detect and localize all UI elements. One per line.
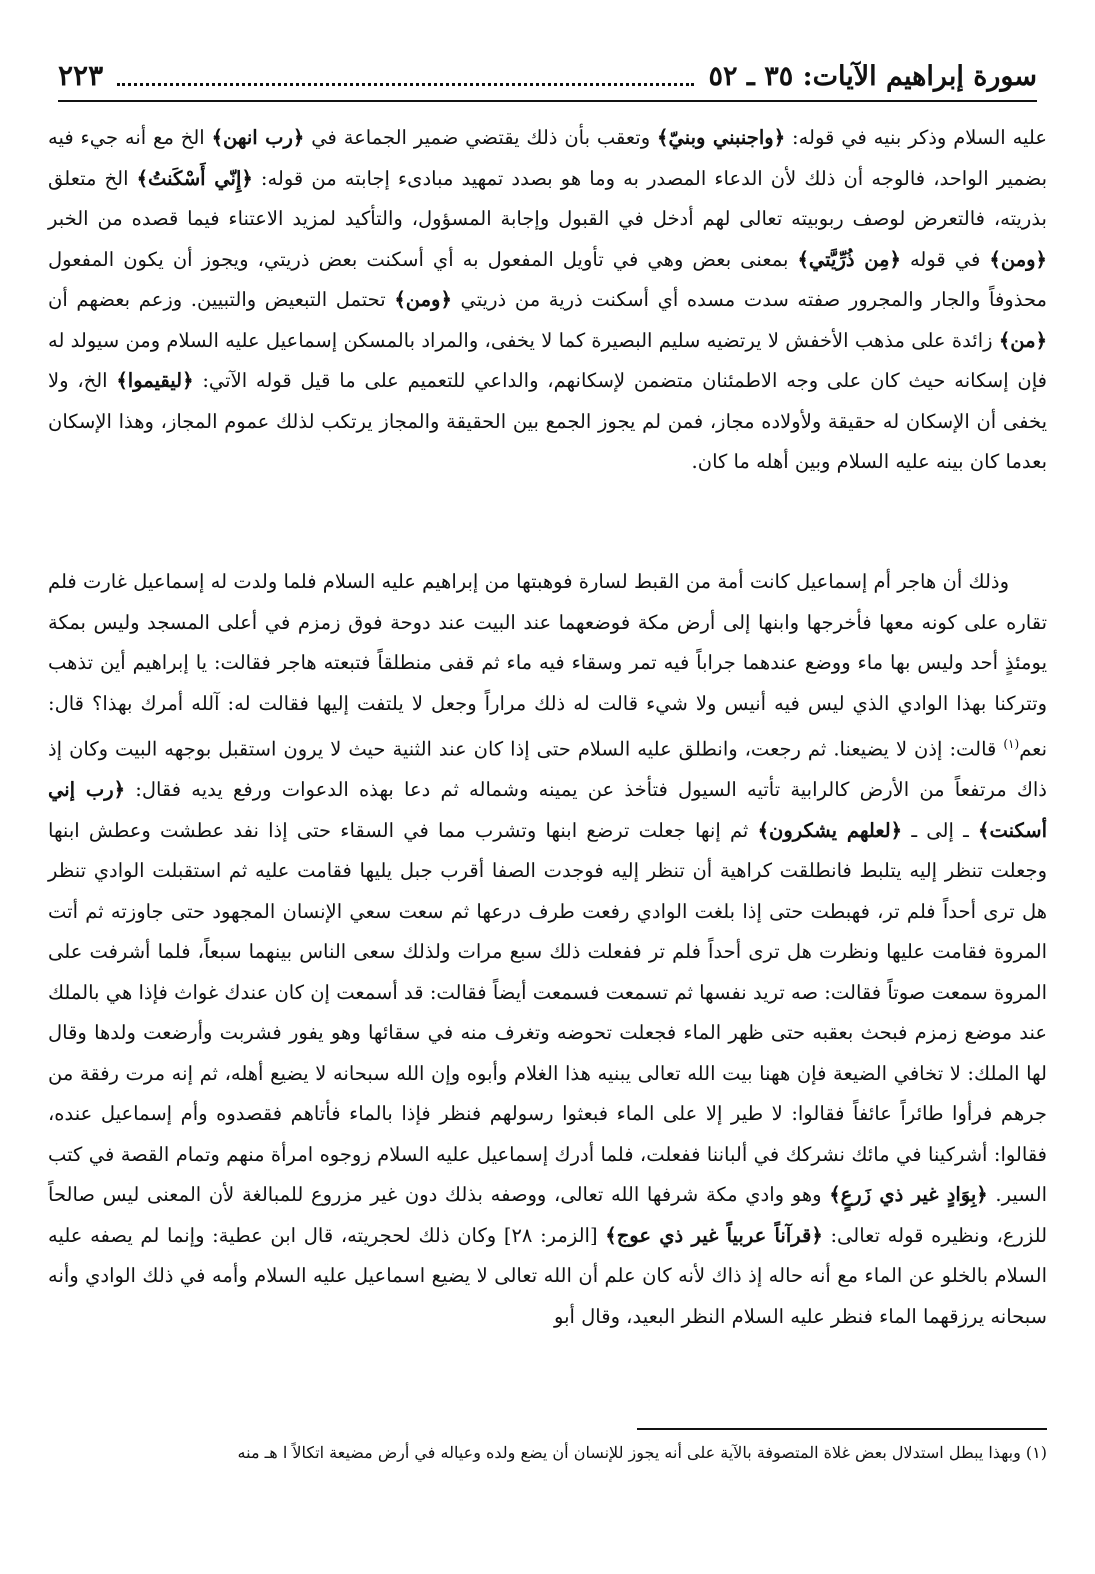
quran-quote: ﴿إِنّي أَسْكَنتُ﴾ bbox=[136, 166, 253, 190]
commentary-paragraph-1 bbox=[48, 118, 1047, 483]
text-run: [الزمر: ٢٨] وكان ذلك لحجريته، قال ابن عطية: وإنما لم يصفه عليه السلام بالخلو عن الماء مع أنه حاله إذ ذاك لأنه كان علم أن الله تعالى لا يضيع اسماعيل عليه السلام وأمه في ذلك الوادي وأنه سبحانه يرزقهما الماء فنظر عليه السلام النظر البعيد، وقال أبو bbox=[48, 1223, 1047, 1328]
text-run: تحتمل التبعيض والتبيين. وزعم بعضهم أن bbox=[48, 288, 395, 311]
quran-quote: ﴿من﴾ bbox=[998, 328, 1047, 352]
text-run: ـ إلى ـ bbox=[902, 818, 979, 842]
header-dot-leader bbox=[117, 75, 694, 86]
quran-quote: ﴿بِوَادٍ غير ذي زَرعٍ﴾ bbox=[829, 1183, 988, 1206]
footnote-marker: (١) bbox=[1003, 737, 1020, 751]
quran-quote: ﴿ليقيموا﴾ bbox=[116, 369, 194, 392]
text-run: وتعقب بأن ذلك يقتضي ضمير الجماعة في bbox=[304, 126, 658, 149]
text-run: ثم إنها جعلت ترضع ابنها وتشرب مما في السقاء حتى إذا نفد عطشت وعطش ابنها وجعلت تنظر إليه يتلبط فانطلقت كراهية أن تنظر إليه فوجدت الصفا أقرب جبل يليها فقامت عليه ثم استقبلت الوادي تنظر هل ترى أحداً فلم تر، فهبطت حتى إذا بلغت الوادي رفعت طرف درعها ثم سعت سعي الإنسان المجهود حتى جاوزته ثم أتت المروة فقامت عليها ونظرت هل ترى أحداً فلم تر ففعلت ذلك سبع مرات ولذلك سعى الناس بينهما سبعاً، فلما أشرفت على المروة سمعت صوتاً فقالت: صه تريد نفسها ثم تسمعت فسمعت أيضاً فقالت: قد أسمعت إن كان عندك غواث فإذا هي بالملك عند موضع زمزم فبحث بعقبه حتى ظهر الماء فجعلت تحوضه وتغرف منه في سقائها وهو يفور فشربت وأرضعت ولدها وقال لها الملك: لا تخافي الضيعة فإن ههنا بيت الله تعالى يبنيه هذا الغلام وأبوه وإن الله سبحانه لا يضيع أهله، ثم إنه مرت رفقة من جرهم فرأوا طائراً عائفاً فقالوا: لا طير إلا على الماء فبعثوا رسولهم فنظر فإذا بالماء فأتاهم فقصدوه وأم إسماعيل عنده، فقالوا: أشركينا في مائك نشركك في ألباننا ففعلت، فلما أدرك إسماعيل عليه السلام زوجوه امرأة منهم وتمام القصة في كتب السير. bbox=[48, 818, 1048, 1206]
text-run: قالت: إذن لا يضيعنا. ثم رجعت، وانطلق عليه السلام حتى إذا كان عند الثنية حيث لا يرون استقبل بوجهه البيت وكان إذ ذاك مرتفعاً من الأرض كالرابية تأتيه السيول فتأخذ عن يمينه وشماله ثم دعا بهذه الدعوات ورفع يديه فقال: bbox=[48, 737, 1047, 801]
paragraph-text bbox=[48, 118, 1047, 483]
quran-quote: ﴿ومن﴾ bbox=[394, 288, 452, 311]
footnote: (١) وبهذا يبطل استدلال بعض غلاة المتصوفة بالآية على أنه يجوز للإنسان أن يضع ولده وعياله في أرض مضيعة اتكالاً ا هـ منه bbox=[237, 1443, 1047, 1462]
quran-quote: ﴿لعلهم يشكرون﴾ bbox=[757, 818, 903, 842]
text-run: بمعنى بعض وهي في تأويل المفعول به أي أسكنت بعض ذريتي، ويجوز أن يكون المفعول محذوفاً والجار والمجرور صفته سدت مسده أي أسكنت ذرية من ذريتي bbox=[48, 247, 1047, 311]
footnote-separator bbox=[637, 1428, 1047, 1430]
quran-quote: ﴿ومن﴾ bbox=[989, 247, 1047, 271]
text-run: الخ متعلق بذريته، فالتعرض لوصف ربوبيته تعالى لهم أدخل في القبول وإجابة المسؤول، والتأكيد لمزيد الاعتناء فيما قصده من الخبر bbox=[48, 166, 1047, 230]
running-header bbox=[58, 42, 1037, 102]
surah-title: سورة إبراهيم الآيات: ٣٥ ـ ٥٢ bbox=[708, 61, 1037, 92]
text-run: وذلك أن هاجر أم إسماعيل كانت أمة من القبط لسارة فوهبتها من إبراهيم عليه السلام فلما ولدت له إسماعيل غارت فلم تقاره على كونه معها فأخرجها وابنها إلى أرض مكة فوضعهما عند البيت عند دوحة فوق زمزم في أعلى المسجد وليس بمكة يومئذٍ أحد وليس بها ماء ووضع عندهما جراباً فيه تمر وسقاء فيه ماء ثم قفى منطلقاً فتبعته هاجر فقالت: يا إبراهيم أين تذهب وتتركنا بهذا الوادي الذي ليس فيه أنيس ولا شيء قالت له ذلك مراراً وجعل لا يلتفت إليها فقالت له: آلله أمرك بهذا؟ قال: نعم bbox=[48, 570, 1047, 761]
quran-quote: ﴿رب انهن﴾ bbox=[211, 126, 305, 149]
quran-quote: ﴿قرآناً عربياً غير ذي عوج﴾ bbox=[605, 1223, 823, 1247]
text-run: الخ مع أنه جيء فيه بضمير الواحد، فالوجه أن ذلك لأن الدعاء المصدر به وما هو بصدد تمهيد مبادىء إجابته من قوله: bbox=[48, 126, 1047, 190]
quran-quote: ﴿رب إني أسكنت﴾ bbox=[48, 778, 1047, 842]
commentary-paragraph-2 bbox=[48, 562, 1047, 1337]
text-run: زائدة على مذهب الأخفش لا يرتضيه سليم البصيرة كما لا يخفى، والمراد بالمسكن إسماعيل عليه السلام ومن سيولد له فإن إسكانه حيث كان على وجه الاطمئنان متضمن لإسكانهم، والداعي للتعميم على ما قيل قوله الآتي: bbox=[48, 328, 1047, 392]
text-run: في قوله bbox=[900, 247, 990, 271]
text-run: الخ، ولا يخفى أن الإسكان له حقيقة ولأولاده مجاز، فمن لم يجوز الجمع بين الحقيقة والمجاز يرتكب لذلك عموم المجاز، وهذا الإسكان بعدما كان بينه عليه السلام وبين أهله ما كان. bbox=[48, 369, 1047, 473]
quran-quote: ﴿مِن ذُرِّيَّتي﴾ bbox=[797, 247, 901, 271]
text-run: وهو وادي مكة شرفها الله تعالى، ووصفه بذلك دون غير مزروع للمبالغة لأن المعنى ليس صالحاً للزرع، ونظيره قوله تعالى: bbox=[48, 1183, 1048, 1247]
quran-quote: ﴿واجنبني وبنيّ﴾ bbox=[657, 126, 786, 149]
paragraph-text bbox=[48, 562, 1047, 1337]
text-run: عليه السلام وذكر بنيه في قوله: bbox=[785, 126, 1047, 149]
page-number: ٢٢٣ bbox=[58, 59, 104, 92]
